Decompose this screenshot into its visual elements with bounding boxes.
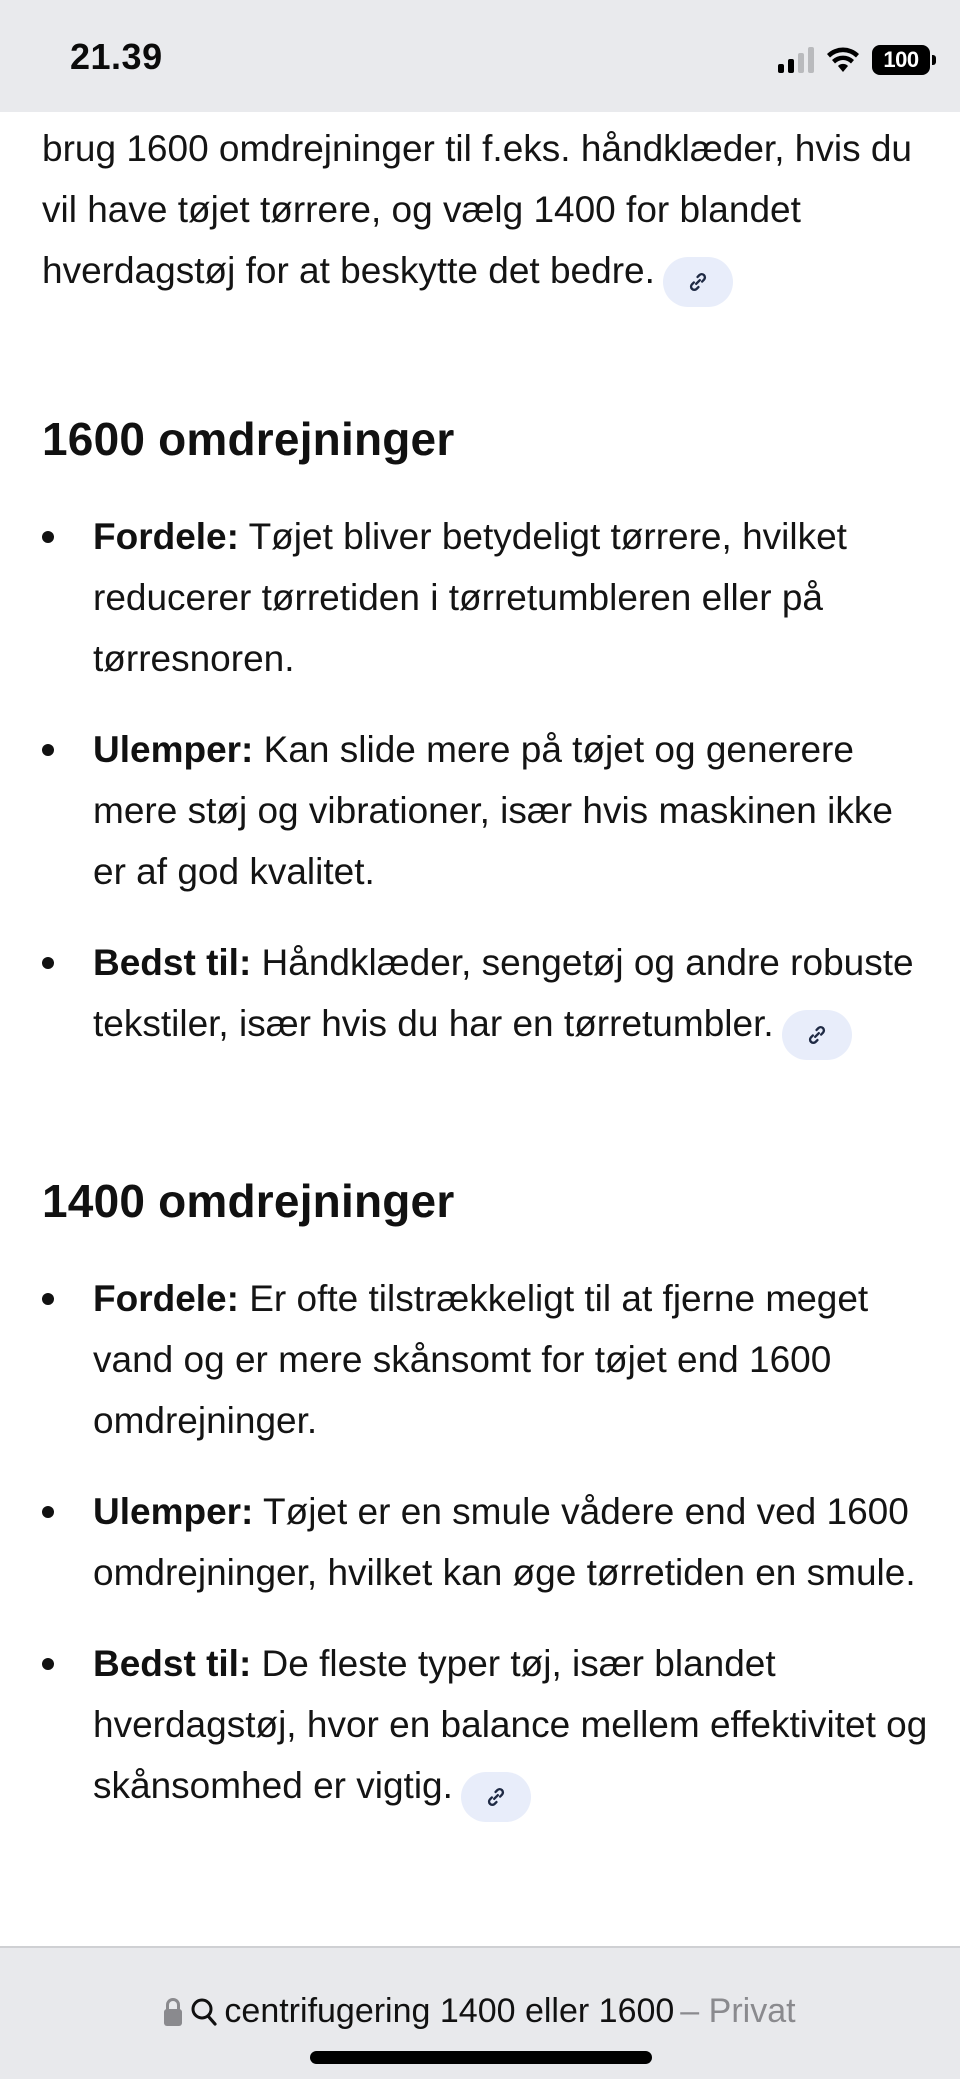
bullet — [42, 744, 54, 756]
link-icon — [687, 271, 709, 293]
intro-paragraph — [42, 118, 922, 307]
list-item — [42, 1481, 932, 1603]
item-text: De fleste typer tøj, især blandet hverdagstøj, hvor en balance mellem effektivitet og skånsomhed er vigtig. — [93, 1643, 928, 1806]
bullet — [42, 1506, 54, 1518]
bullet — [42, 957, 54, 969]
private-mode-label: – Privat — [680, 1992, 796, 2030]
battery-icon: 100 — [872, 45, 930, 75]
item-label: Ulemper: — [93, 1491, 254, 1532]
section-1400-list — [42, 1268, 932, 1822]
section-heading-1400: 1400 omdrejninger — [42, 1175, 455, 1227]
citation-link-button[interactable] — [663, 257, 733, 307]
bullet — [42, 531, 54, 543]
item-text: Tøjet er en smule vådere end ved 1600 omdrejninger, hvilket kan øge tørretiden en smule. — [93, 1491, 916, 1593]
item-text: Håndklæder, sengetøj og andre robuste tekstiler, især hvis du har en tørretumbler. — [93, 942, 914, 1044]
citation-link-button[interactable] — [461, 1772, 531, 1822]
bullet — [42, 1658, 54, 1670]
list-item — [42, 506, 932, 689]
section-1600-list — [42, 506, 932, 1060]
wifi-icon — [826, 47, 860, 73]
item-label: Ulemper: — [93, 729, 254, 770]
section-heading-1600: 1600 omdrejninger — [42, 413, 455, 465]
status-time: 21.39 — [70, 36, 163, 77]
list-item — [42, 932, 932, 1060]
lock-icon — [164, 1998, 182, 2026]
home-indicator[interactable] — [310, 2051, 652, 2064]
item-text: Kan slide mere på tøjet og generere mere støj og vibrationer, især hvis maskinen ikke er af god kvalitet. — [93, 729, 893, 892]
list-item — [42, 719, 932, 902]
list-item — [42, 1633, 932, 1822]
cellular-signal-icon — [778, 47, 814, 73]
item-text: Er ofte tilstrækkeligt til at fjerne meget vand og er mere skånsomt for tøjet end 1600 omdrejninger. — [93, 1278, 869, 1441]
item-label: Fordele: — [93, 516, 239, 557]
bullet — [42, 1293, 54, 1305]
status-icons — [778, 40, 930, 80]
citation-link-button[interactable] — [782, 1010, 852, 1060]
link-icon — [485, 1786, 507, 1808]
item-label: Bedst til: — [93, 942, 252, 983]
status-bar — [0, 0, 960, 112]
search-query: centrifugering 1400 eller 1600 — [224, 1992, 675, 2030]
link-icon — [806, 1024, 828, 1046]
list-item — [42, 1268, 932, 1451]
address-field[interactable] — [0, 1992, 960, 2031]
intro-text: brug 1600 omdrejninger til f.eks. håndklæder, hvis du vil have tøjet tørrere, og vælg 1400 for blandet hverdagstøj for at beskytte det bedre. — [42, 128, 913, 291]
item-text: Tøjet bliver betydeligt tørrere, hvilket reducerer tørretiden i tørretumbleren eller på tørresnoren. — [93, 516, 847, 679]
answer-content — [0, 112, 960, 1947]
item-label: Fordele: — [93, 1278, 239, 1319]
item-label: Bedst til: — [93, 1643, 252, 1684]
browser-address-bar — [0, 1946, 960, 2079]
search-icon — [190, 1997, 218, 2027]
